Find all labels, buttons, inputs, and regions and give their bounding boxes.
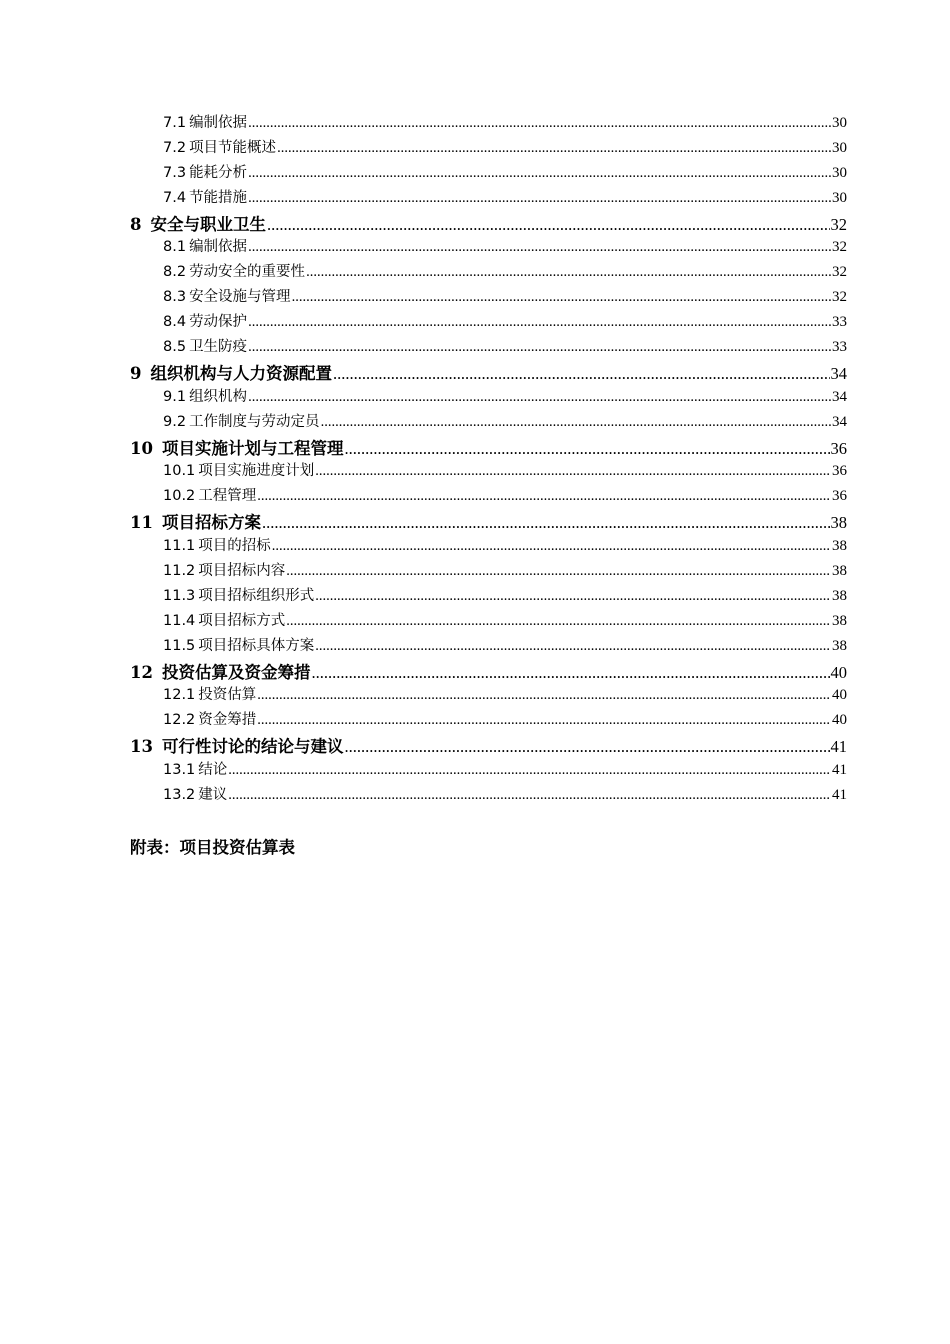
toc-entry-title: 项目招标内容 bbox=[198, 563, 286, 580]
toc-entry-number: 12 bbox=[130, 662, 153, 682]
toc-dot-leader bbox=[306, 264, 831, 281]
toc-entry-title: 组织机构与人力资源配置 bbox=[150, 363, 332, 383]
toc-page-number: 33 bbox=[832, 314, 847, 331]
toc-dot-leader bbox=[248, 115, 831, 132]
toc-section-entry[interactable] bbox=[130, 584, 847, 609]
toc-entry-title: 建议 bbox=[198, 787, 228, 804]
toc-dot-leader bbox=[248, 339, 831, 356]
toc-entry-number: 10.1 bbox=[163, 463, 196, 480]
toc-section-entry[interactable] bbox=[130, 260, 847, 285]
toc-dot-leader bbox=[344, 737, 829, 757]
toc-chapter-entry[interactable] bbox=[130, 509, 847, 534]
toc-dot-leader bbox=[286, 613, 831, 630]
toc-entry-title: 投资估算 bbox=[198, 687, 257, 704]
toc-entry-number: 11.2 bbox=[163, 563, 196, 580]
toc-page-number: 34 bbox=[832, 388, 847, 405]
toc-entry-title: 项目实施计划与工程管理 bbox=[161, 438, 344, 458]
toc-dot-leader bbox=[248, 165, 831, 182]
toc-section-entry[interactable] bbox=[130, 111, 847, 136]
toc-dot-leader bbox=[277, 140, 831, 157]
toc-entry-number: 13.1 bbox=[163, 762, 196, 779]
toc-entry-number: 12.2 bbox=[163, 712, 196, 729]
toc-entry-number: 11.4 bbox=[163, 612, 196, 629]
toc-dot-leader bbox=[257, 488, 831, 505]
toc-page-number: 40 bbox=[830, 662, 847, 682]
toc-section-entry[interactable] bbox=[130, 310, 847, 335]
toc-page-number: 32 bbox=[832, 289, 847, 306]
toc-section-entry[interactable] bbox=[130, 459, 847, 484]
toc-entry-number: 9 bbox=[130, 363, 142, 383]
toc-page-number: 32 bbox=[830, 214, 847, 234]
toc-chapter-entry[interactable] bbox=[130, 211, 847, 236]
toc-page-number: 36 bbox=[832, 488, 847, 505]
toc-section-entry[interactable] bbox=[130, 758, 847, 783]
toc-section-entry[interactable] bbox=[130, 410, 847, 435]
toc-page-number: 34 bbox=[832, 413, 847, 430]
toc-entry-title: 项目节能概述 bbox=[189, 139, 277, 156]
toc-page-number: 40 bbox=[832, 687, 847, 704]
toc-dot-leader bbox=[311, 663, 829, 683]
toc-page-number: 38 bbox=[832, 563, 847, 580]
toc-entry-number: 8.3 bbox=[163, 289, 187, 306]
toc-page-number: 30 bbox=[832, 115, 847, 131]
toc-dot-leader bbox=[344, 439, 829, 459]
toc-entry-title: 项目招标具体方案 bbox=[198, 637, 315, 654]
toc-section-entry[interactable] bbox=[130, 609, 847, 634]
toc-section-entry[interactable] bbox=[130, 708, 847, 733]
toc-entry-number: 12.1 bbox=[163, 687, 196, 704]
toc-section-entry[interactable] bbox=[130, 335, 847, 360]
toc-dot-leader bbox=[315, 463, 831, 480]
toc-entry-title: 可行性讨论的结论与建议 bbox=[161, 737, 344, 757]
toc-dot-leader bbox=[248, 389, 831, 406]
toc-entry-number: 11 bbox=[130, 513, 153, 533]
toc-page-number: 30 bbox=[832, 189, 847, 206]
toc-page-number: 41 bbox=[832, 787, 847, 804]
toc-entry-number: 10.2 bbox=[163, 488, 196, 505]
toc-dot-leader bbox=[248, 314, 831, 331]
toc-entry-title: 投资估算及资金筹措 bbox=[161, 662, 311, 682]
toc-entry-title: 项目的招标 bbox=[198, 538, 271, 555]
toc-dot-leader bbox=[272, 538, 831, 555]
toc-dot-leader bbox=[257, 712, 831, 729]
toc-entry-title: 工程管理 bbox=[198, 488, 257, 505]
toc-section-entry[interactable] bbox=[130, 385, 847, 410]
toc-page-number: 38 bbox=[830, 513, 847, 533]
toc-entry-title: 编制依据 bbox=[189, 239, 248, 256]
toc-page-number: 38 bbox=[832, 637, 847, 654]
toc-entry-title: 能耗分析 bbox=[189, 164, 248, 181]
toc-entry-number: 7.2 bbox=[163, 139, 187, 156]
toc-entry-title: 编制依据 bbox=[189, 115, 248, 131]
toc-entry-number: 8.5 bbox=[163, 339, 187, 356]
toc-dot-leader bbox=[321, 414, 831, 431]
toc-dot-leader bbox=[228, 762, 831, 779]
toc-dot-leader bbox=[248, 239, 831, 256]
toc-entry-title: 项目招标方案 bbox=[161, 513, 261, 533]
toc-entry-title: 项目实施进度计划 bbox=[198, 463, 315, 480]
toc-entry-title: 劳动安全的重要性 bbox=[189, 264, 306, 281]
toc-dot-leader bbox=[315, 638, 831, 655]
table-of-contents bbox=[130, 111, 847, 808]
toc-section-entry[interactable] bbox=[130, 136, 847, 161]
toc-section-entry[interactable] bbox=[130, 285, 847, 310]
toc-entry-title: 项目招标组织形式 bbox=[198, 587, 315, 604]
toc-page-number: 41 bbox=[830, 737, 847, 757]
toc-dot-leader bbox=[315, 588, 831, 605]
toc-dot-leader bbox=[257, 687, 831, 704]
toc-page-number: 30 bbox=[832, 139, 847, 156]
toc-entry-number: 7.3 bbox=[163, 164, 187, 181]
toc-entry-number: 8.1 bbox=[163, 239, 187, 256]
toc-page-number: 41 bbox=[832, 762, 847, 779]
toc-section-entry[interactable] bbox=[130, 534, 847, 559]
toc-dot-leader bbox=[248, 190, 831, 207]
toc-page-number: 32 bbox=[832, 239, 847, 256]
toc-section-entry[interactable] bbox=[130, 235, 847, 260]
toc-entry-number: 7.1 bbox=[163, 115, 187, 131]
appendix-title: 附表：项目投资估算表 bbox=[130, 838, 295, 857]
toc-dot-leader bbox=[286, 563, 831, 580]
toc-page-number: 33 bbox=[832, 339, 847, 356]
toc-dot-leader bbox=[333, 364, 830, 384]
toc-entry-number: 8.2 bbox=[163, 264, 187, 281]
toc-dot-leader bbox=[292, 289, 831, 306]
toc-entry-number: 10 bbox=[130, 438, 153, 458]
toc-entry-number: 8 bbox=[130, 214, 142, 234]
toc-dot-leader bbox=[267, 215, 830, 235]
toc-section-entry[interactable] bbox=[130, 634, 847, 659]
toc-entry-title: 资金筹措 bbox=[198, 712, 257, 729]
toc-entry-number: 13 bbox=[130, 737, 153, 757]
toc-page-number: 32 bbox=[832, 264, 847, 281]
toc-entry-number: 9.2 bbox=[163, 413, 187, 430]
toc-entry-number: 9.1 bbox=[163, 388, 187, 405]
toc-section-entry[interactable] bbox=[130, 683, 847, 708]
toc-entry-number: 11.3 bbox=[163, 587, 196, 604]
toc-section-entry[interactable] bbox=[130, 559, 847, 584]
toc-page-number: 34 bbox=[830, 363, 847, 383]
toc-chapter-entry[interactable] bbox=[130, 659, 847, 684]
toc-entry-number: 11.1 bbox=[163, 538, 196, 555]
toc-entry-title: 劳动保护 bbox=[189, 314, 248, 331]
toc-dot-leader bbox=[262, 513, 830, 533]
toc-page-number: 38 bbox=[832, 612, 847, 629]
toc-entry-title: 卫生防疫 bbox=[189, 339, 248, 356]
toc-chapter-entry[interactable] bbox=[130, 435, 847, 460]
toc-chapter-entry[interactable] bbox=[130, 360, 847, 385]
toc-entry-number: 11.5 bbox=[163, 637, 196, 654]
toc-entry-number: 7.4 bbox=[163, 189, 187, 206]
toc-chapter-entry[interactable] bbox=[130, 733, 847, 758]
toc-page-number: 36 bbox=[830, 438, 847, 458]
toc-dot-leader bbox=[228, 787, 831, 804]
toc-page-number: 38 bbox=[832, 587, 847, 604]
toc-section-entry[interactable] bbox=[130, 161, 847, 186]
toc-page-number: 36 bbox=[832, 463, 847, 480]
toc-entry-title: 节能措施 bbox=[189, 189, 248, 206]
toc-entry-number: 13.2 bbox=[163, 787, 196, 804]
toc-section-entry[interactable] bbox=[130, 186, 847, 211]
toc-page-number: 30 bbox=[832, 164, 847, 181]
toc-section-entry[interactable] bbox=[130, 484, 847, 509]
toc-entry-title: 项目招标方式 bbox=[198, 612, 286, 629]
toc-entry-title: 工作制度与劳动定员 bbox=[189, 413, 320, 430]
toc-page-number: 38 bbox=[832, 538, 847, 555]
toc-entry-title: 组织机构 bbox=[189, 388, 248, 405]
toc-section-entry[interactable] bbox=[130, 783, 847, 808]
toc-entry-title: 结论 bbox=[198, 762, 228, 779]
toc-entry-title: 安全设施与管理 bbox=[189, 289, 291, 306]
toc-page-number: 40 bbox=[832, 712, 847, 729]
toc-entry-number: 8.4 bbox=[163, 314, 187, 331]
toc-entry-title: 安全与职业卫生 bbox=[150, 214, 266, 234]
